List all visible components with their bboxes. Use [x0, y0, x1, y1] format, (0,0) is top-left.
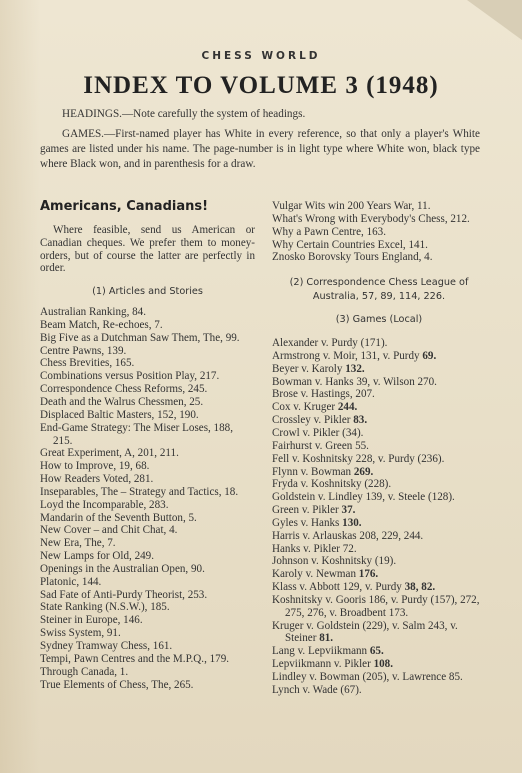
game-players: Crowl v. Pikler (34).: [272, 426, 364, 439]
game-players: Koshnitsky v. Gooris 186, v. Purdy (157), 272, 275, 276, v. Broadbent 173.: [272, 593, 480, 619]
game-page-black-win: 81.: [319, 632, 334, 645]
game-players: Cox v. Kruger: [272, 401, 338, 414]
game-entry: [272, 401, 486, 414]
game-players: Flynn v. Bowman: [272, 465, 354, 478]
index-entry: True Elements of Chess, The, 265.: [40, 678, 194, 691]
index-entry: New Era, The, 7.: [40, 537, 116, 550]
game-entry: [272, 645, 486, 658]
game-players: Gyles v. Hanks: [272, 516, 343, 529]
game-entry: [272, 478, 486, 491]
game-players: Goldstein v. Lindley 139, v. Steele (128).: [272, 491, 455, 504]
game-players: Johnson v. Koshnitsky (19).: [272, 555, 397, 568]
game-players: Crossley v. Pikler: [272, 414, 354, 427]
index-entry: Why a Pawn Centre, 163.: [272, 225, 386, 238]
game-entry: [272, 388, 486, 401]
index-entry: Correspondence Chess Reforms, 245.: [40, 383, 208, 396]
game-page-black-win: 176.: [358, 568, 379, 581]
game-players: Harris v. Arlauskas 208, 229, 244.: [272, 529, 424, 542]
game-entry: [272, 543, 486, 556]
index-entry: Centre Pawns, 139.: [40, 344, 127, 357]
game-players: Karoly v. Newman: [272, 568, 359, 581]
index-entry: New Lamps for Old, 249.: [40, 550, 154, 563]
index-entry: Tempi, Pawn Centres and the M.P.Q., 179.: [40, 652, 230, 665]
games-list: [272, 337, 486, 697]
notice-text: Where feasible, send us American or Canadian cheques. We prefer them to money-orders, but of course the latter are perfectly in order.: [40, 223, 255, 275]
game-players: Klass v. Abbott 129, v. Purdy: [272, 581, 405, 594]
game-players: Fell v. Koshnitsky 228, v. Purdy (236).: [272, 452, 445, 465]
game-entry: [272, 337, 486, 350]
game-page-black-win: 38, 82.: [404, 581, 436, 594]
index-entry: Mandarin of the Seventh Button, 5.: [40, 511, 197, 524]
game-page-black-win: 83.: [353, 414, 368, 427]
index-entry: End-Game Strategy: The Miser Loses, 188, 215.: [40, 421, 233, 447]
index-entry: Swiss System, 91.: [40, 627, 121, 640]
index-entry: Vulgar Wits win 200 Years War, 11.: [272, 200, 431, 212]
game-players: Lang v. Lepviikmann: [272, 645, 370, 658]
game-players: Alexander v. Purdy (171).: [272, 337, 388, 350]
index-entry: What's Wrong with Everybody's Chess, 212.: [272, 212, 470, 225]
game-players: Kruger v. Goldstein (229), v. Salm 243, v. Steiner: [272, 619, 458, 645]
section-articles-title: (1) Articles and Stories: [92, 286, 203, 298]
game-players: Lindley v. Bowman (205), v. Lawrence 85.: [272, 671, 463, 683]
game-entry: [272, 594, 486, 620]
game-entry: [272, 555, 486, 568]
game-page-black-win: 37.: [341, 504, 356, 517]
index-entry: Beam Match, Re-echoes, 7.: [40, 318, 163, 331]
game-entry: [272, 453, 486, 466]
index-entry: New Cover – and Chit Chat, 4.: [40, 524, 178, 537]
game-page-black-win: 132.: [345, 362, 365, 375]
index-entry: Australian Ranking, 84.: [40, 306, 146, 319]
index-entry: Openings in the Australian Open, 90.: [40, 562, 205, 575]
game-entry: [272, 414, 486, 427]
index-entry: How Readers Voted, 281.: [40, 473, 154, 486]
game-entry: [272, 363, 486, 376]
game-players: Hanks v. Pikler 72.: [272, 542, 357, 555]
intro-headings: HEADINGS.—Note carefully the system of headings.: [62, 108, 306, 120]
index-entry: Death and the Walrus Chessmen, 25.: [40, 395, 204, 408]
intro: [40, 107, 480, 172]
game-page-black-win: 65.: [369, 645, 384, 658]
game-entry: [272, 376, 486, 389]
game-players: Green v. Pikler: [272, 504, 342, 517]
game-entry: [272, 620, 486, 646]
index-entry: Platonic, 144.: [40, 575, 102, 588]
game-players: Armstrong v. Moir, 131, v. Purdy: [272, 349, 423, 362]
game-players: Lynch v. Wade (67).: [272, 683, 362, 696]
game-entry: [272, 440, 486, 453]
game-entry: [272, 504, 486, 517]
game-players: Brose v. Hastings, 207.: [272, 388, 375, 401]
game-page-black-win: 269.: [353, 465, 374, 478]
game-entry: [272, 568, 486, 581]
game-players: Fairhurst v. Green 55.: [272, 439, 369, 452]
articles-list: [40, 306, 255, 691]
articles-list-continued: [272, 200, 486, 264]
index-entry: Inseparables, The – Strategy and Tactics, 18.: [40, 485, 239, 498]
game-page-black-win: 130.: [342, 516, 362, 529]
index-entry: Big Five as a Dutchman Saw Them, The, 99.: [40, 331, 240, 344]
section-correspondence-title: (2) Correspondence Chess League of Australia, 57, 89, 114, 226.: [289, 277, 469, 303]
index-entry: Combinations versus Position Play, 217.: [40, 370, 220, 383]
page-title: INDEX TO VOLUME 3 (1948): [83, 72, 439, 99]
game-entry: [272, 581, 486, 594]
index-entry: How to Improve, 19, 68.: [40, 460, 150, 473]
index-entry: Through Canada, 1.: [40, 665, 129, 678]
index-entry: Displaced Baltic Masters, 152, 190.: [40, 408, 199, 421]
right-column: [272, 200, 486, 697]
notice-heading: Americans, Canadians!: [40, 199, 209, 214]
game-page-black-win: 244.: [337, 401, 358, 414]
index-entry: Sydney Tramway Chess, 161.: [40, 640, 173, 652]
game-entry: [272, 466, 486, 479]
index-entry: Znosko Borovsky Tours England, 4.: [272, 251, 433, 264]
game-players: Fryda v. Koshnitsky (228).: [272, 478, 392, 491]
running-head: CHESS WORLD: [201, 50, 321, 62]
index-entry: Sad Fate of Anti-Purdy Theorist, 253.: [40, 588, 208, 601]
index-entry: State Ranking (N.S.W.), 185.: [40, 601, 170, 614]
index-entry: Loyd the Incomparable, 283.: [40, 498, 169, 511]
game-players: Bowman v. Hanks 39, v. Wilson 270.: [272, 375, 437, 388]
index-entry: Chess Brevities, 165.: [40, 357, 135, 370]
intro-games: GAMES.—First-named player has White in every reference, so that only a player's White games are listed under his name. The page-number is in light type where White won, black type where Black won, and in parenthesis for a draw.: [40, 128, 480, 170]
game-entry: [272, 530, 486, 543]
index-entry: Great Experiment, A, 201, 211.: [40, 447, 179, 460]
game-entry: [272, 517, 486, 530]
game-entry: [272, 671, 486, 684]
game-page-black-win: 108.: [373, 658, 393, 671]
game-players: Lepviikmann v. Pikler: [272, 658, 374, 671]
section-games-title: (3) Games (Local): [335, 314, 423, 326]
index-entry: Steiner in Europe, 146.: [40, 614, 143, 627]
game-players: Beyer v. Karoly: [272, 362, 346, 375]
page-corner-fold: [467, 0, 522, 40]
left-column: [40, 201, 255, 691]
paper-stain: [0, 0, 40, 773]
game-entry: [272, 427, 486, 440]
game-entry: [272, 350, 486, 363]
game-entry: [272, 491, 486, 504]
game-entry: [272, 684, 486, 697]
index-entry: Why Certain Countries Excel, 141.: [272, 238, 428, 251]
game-page-black-win: 69.: [422, 349, 437, 362]
game-entry: [272, 658, 486, 671]
